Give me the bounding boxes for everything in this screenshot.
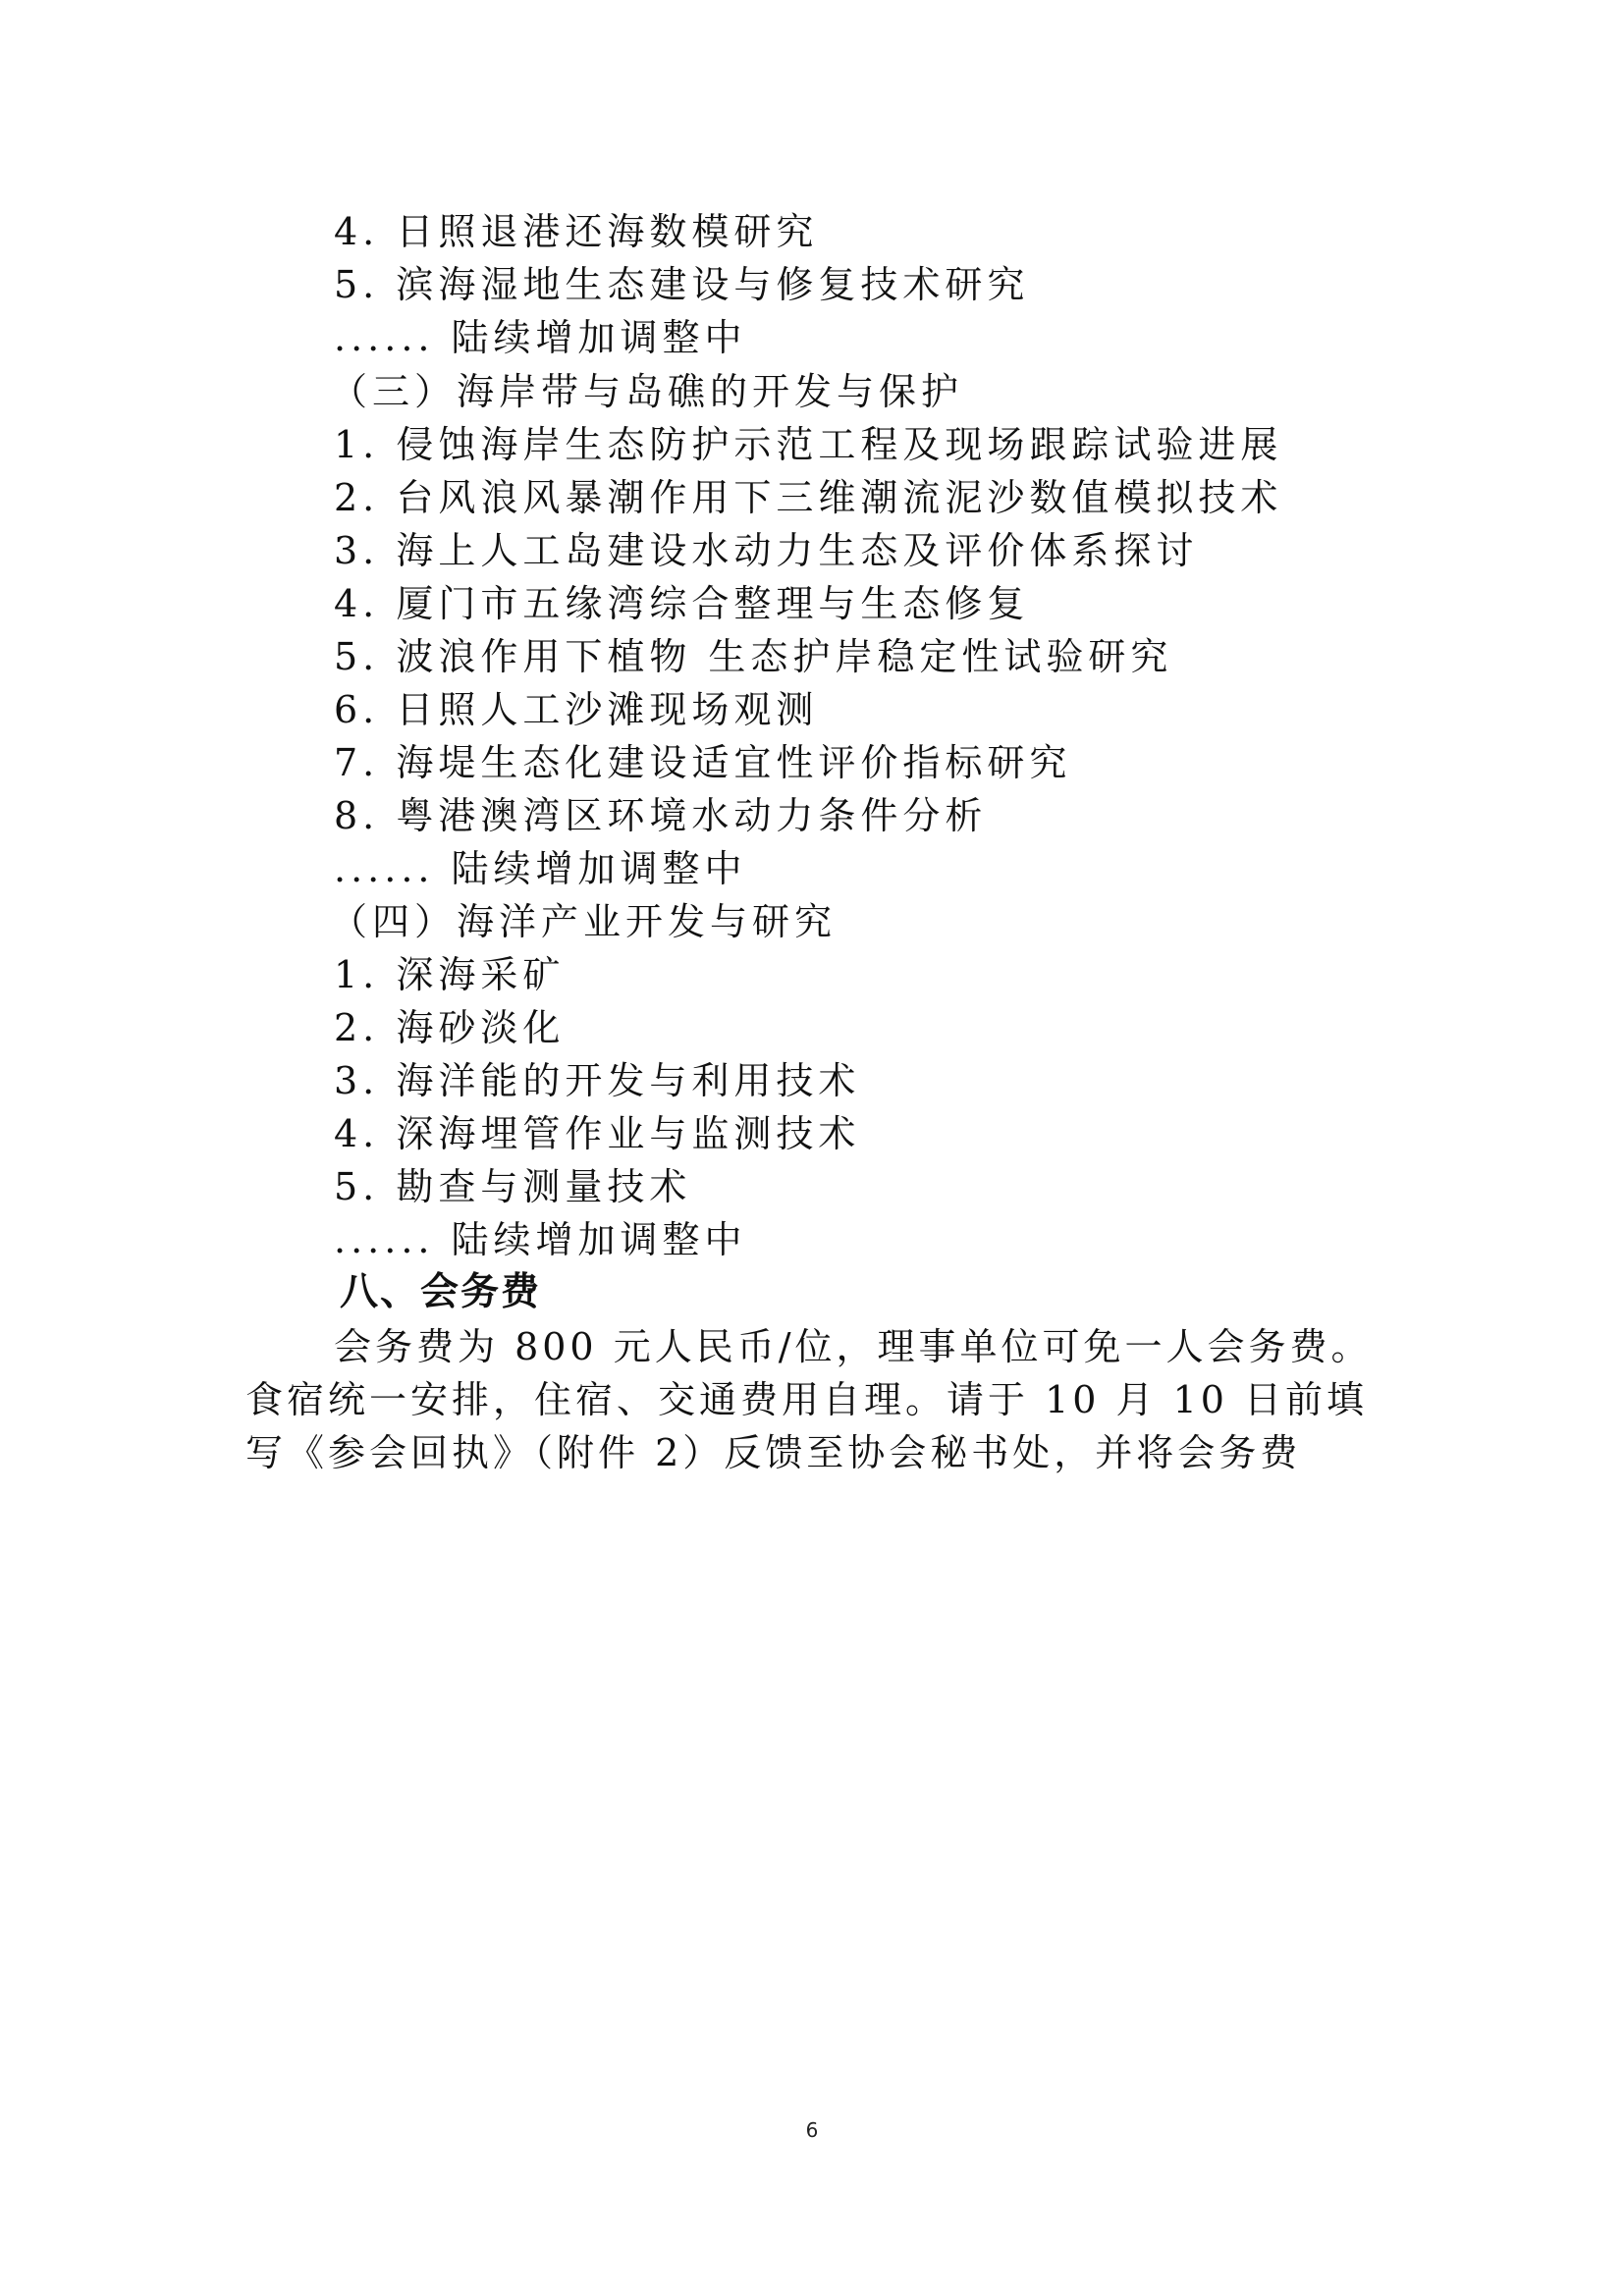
list-item-more: ...... 陆续增加调整中 <box>334 847 747 890</box>
list-item: 2. 台风浪风暴潮作用下三维潮流泥沙数值模拟技术 <box>334 476 1283 519</box>
fees-paragraph-line: 会务费为 800 元人民币/位，理事单位可免一人会务费。 <box>334 1325 1373 1368</box>
fees-paragraph-line: 食宿统一安排，住宿、交通费用自理。请于 10 月 10 日前填 <box>245 1378 1369 1421</box>
list-item: 7. 海堤生态化建设适宜性评价指标研究 <box>334 741 1072 784</box>
fees-paragraph-line: 写《参会回执》（附件 2）反馈至协会秘书处，并将会务费 <box>245 1431 1302 1474</box>
list-item: 3. 海洋能的开发与利用技术 <box>334 1059 861 1102</box>
list-item-more: ...... 陆续增加调整中 <box>334 316 747 359</box>
list-item: 4. 日照退港还海数模研究 <box>334 210 819 253</box>
section-heading-coast: （三）海岸带与岛礁的开发与保护 <box>330 370 964 413</box>
list-item: 1. 深海采矿 <box>334 953 566 996</box>
list-item: 5. 波浪作用下植物 生态护岸稳定性试验研究 <box>334 635 1173 678</box>
list-item: 5. 勘查与测量技术 <box>334 1165 692 1208</box>
list-item-more: ...... 陆续增加调整中 <box>334 1218 747 1261</box>
list-item: 5. 滨海湿地生态建设与修复技术研究 <box>334 263 1030 306</box>
list-item: 4. 厦门市五缘湾综合整理与生态修复 <box>334 582 1030 625</box>
section-heading-industry: （四）海洋产业开发与研究 <box>330 900 838 943</box>
list-item: 1. 侵蚀海岸生态防护示范工程及现场跟踪试验进展 <box>334 423 1283 466</box>
list-item: 8. 粤港澳湾区环境水动力条件分析 <box>334 794 988 837</box>
fees-heading: 八、会务费 <box>340 1270 542 1314</box>
list-item: 4. 深海埋管作业与监测技术 <box>334 1112 861 1155</box>
list-item: 2. 海砂淡化 <box>334 1006 566 1049</box>
page-number: 6 <box>805 2118 819 2142</box>
list-item: 6. 日照人工沙滩现场观测 <box>334 688 819 731</box>
list-item: 3. 海上人工岛建设水动力生态及评价体系探讨 <box>334 529 1199 572</box>
